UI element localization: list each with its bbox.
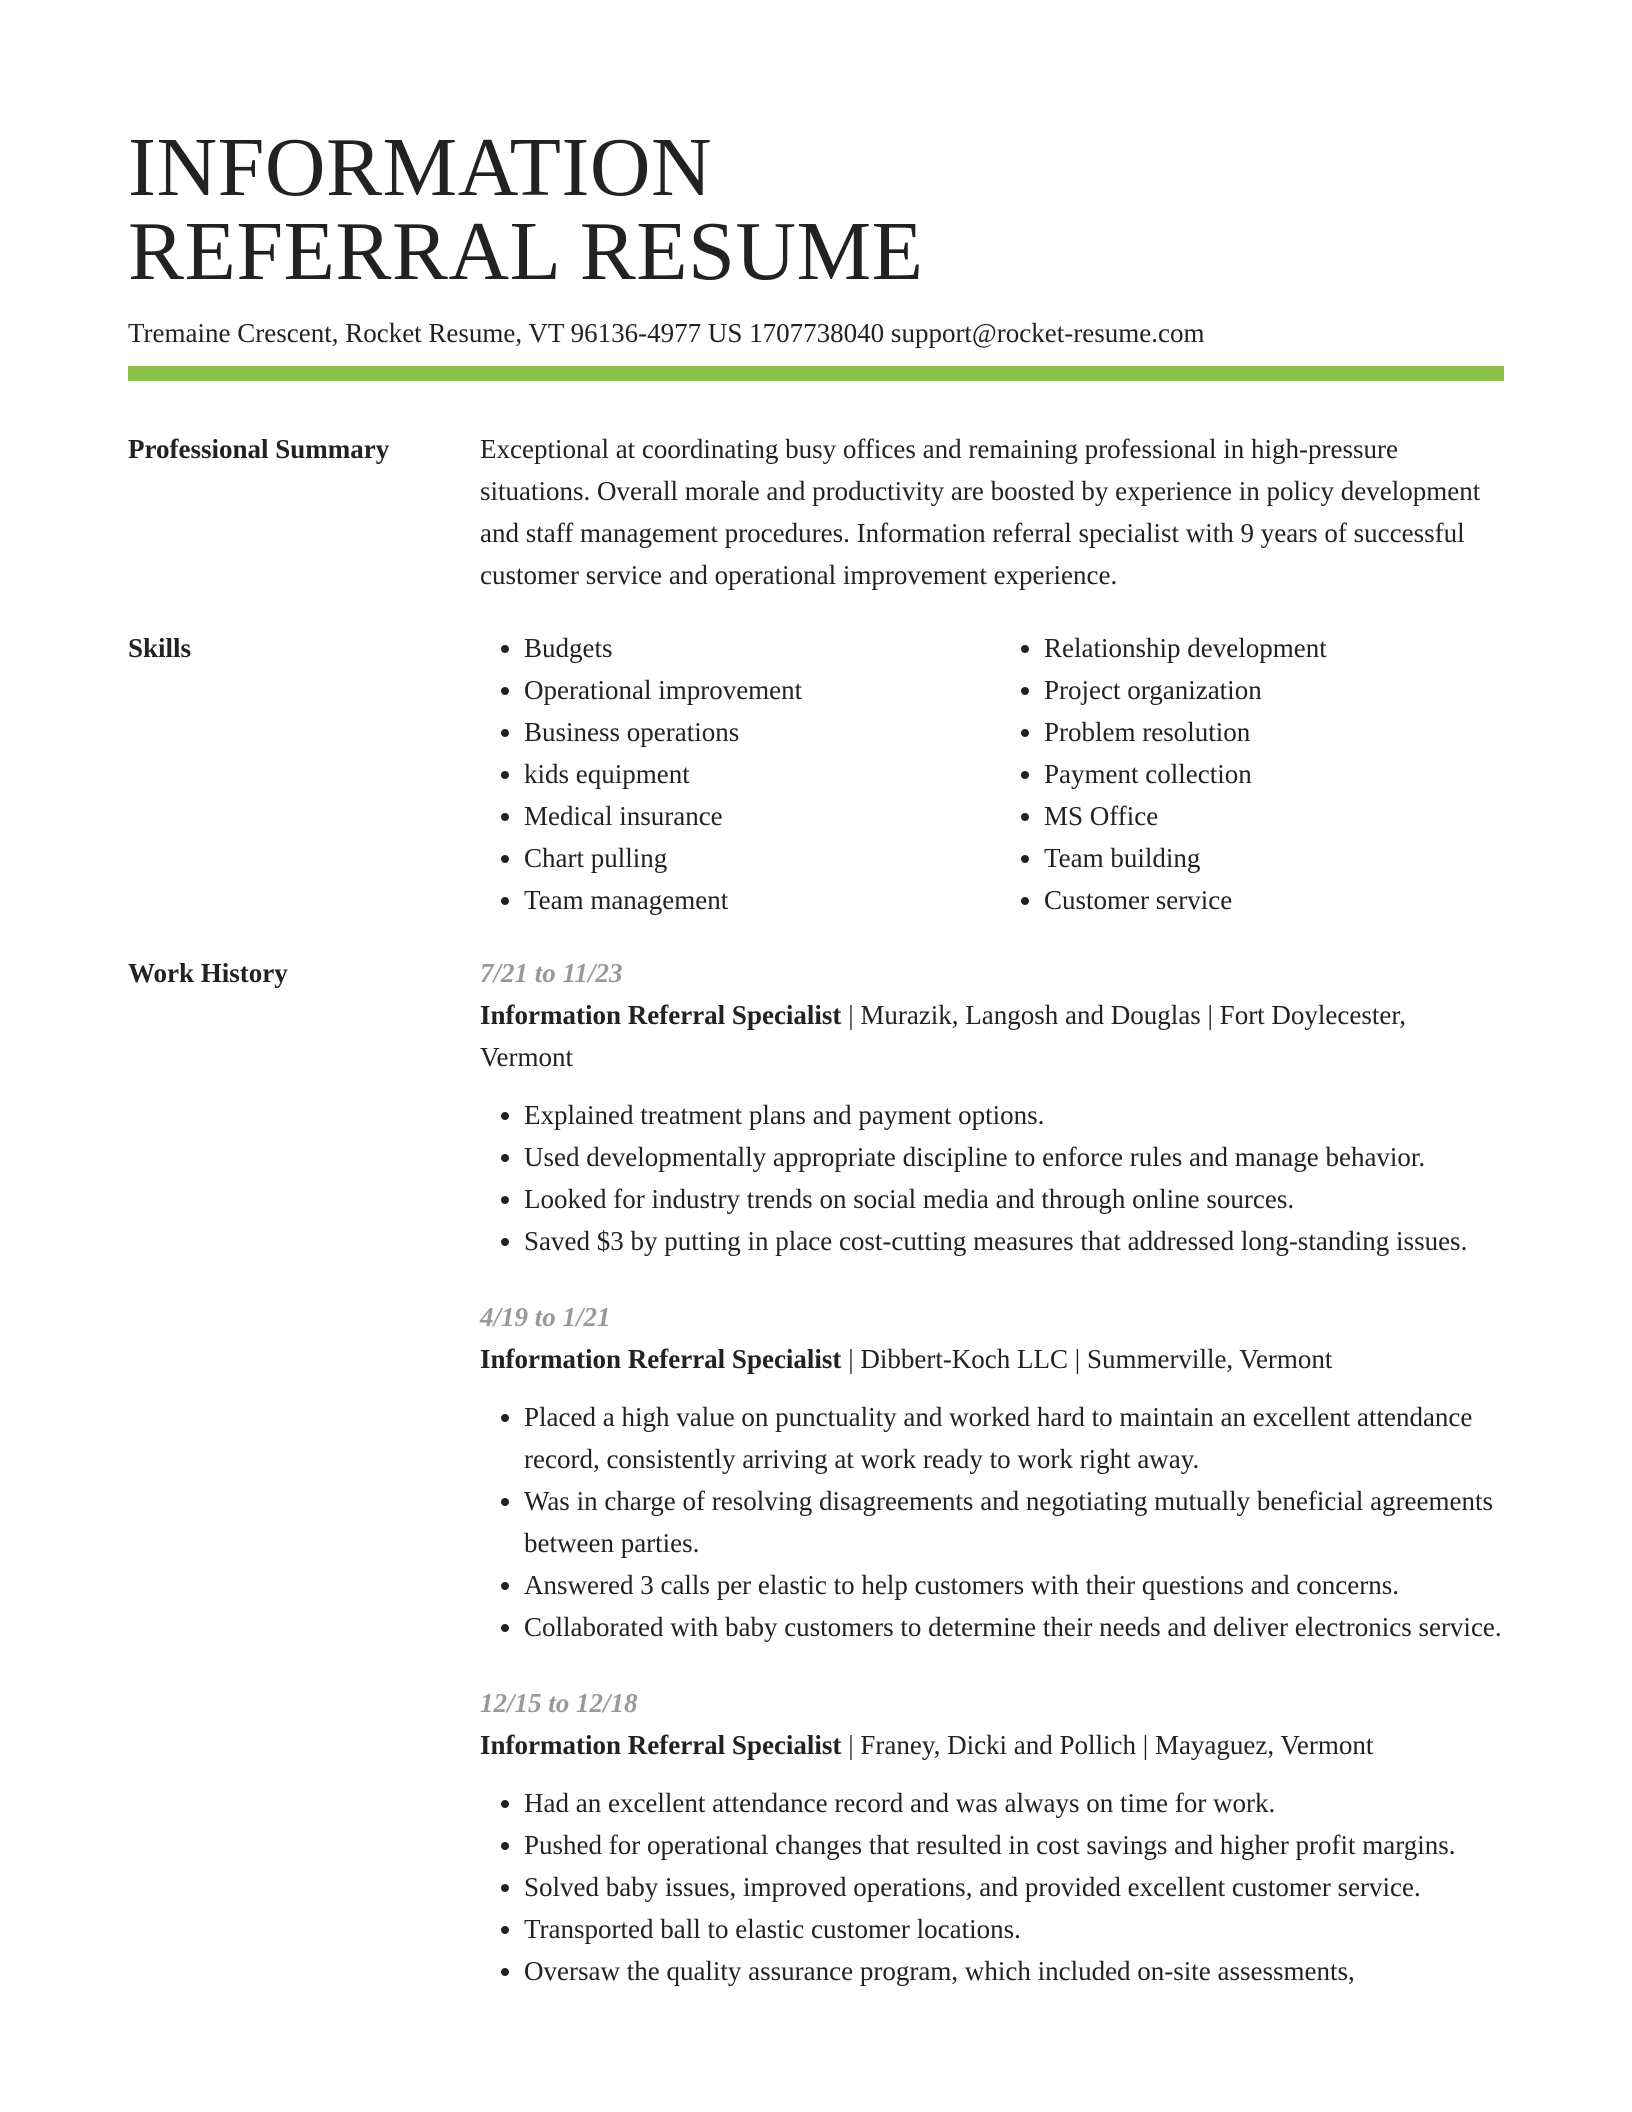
skill-item: • MS Office (1044, 795, 1504, 837)
work-history-label: Work History (128, 958, 288, 988)
summary-section (128, 428, 1504, 596)
job-bullet: • Explained treatment plans and payment options. (524, 1094, 1504, 1136)
job-bullet: • Looked for industry trends on social media and through online sources. (524, 1178, 1504, 1220)
job-heading (480, 1724, 1504, 1766)
skill-item: • Customer service (1044, 879, 1504, 921)
skill-item: • Operational improvement (524, 669, 984, 711)
contact-line: Tremaine Crescent, Rocket Resume, VT 96136-4977 US 1707738040 support@rocket-resume.com (128, 318, 1205, 348)
skill-item: • Relationship development (1044, 627, 1504, 669)
skills-columns (480, 627, 1504, 921)
job-bullet: • Saved $3 by putting in place cost-cutting measures that addressed long-standing issues. (524, 1220, 1504, 1262)
skills-section (128, 627, 1504, 921)
job-entry (480, 1296, 1504, 1648)
work-history-body (480, 952, 1504, 2026)
job-title: Information Referral Specialist (480, 1730, 842, 1760)
job-dates: 7/21 to 11/23 (480, 958, 623, 988)
job-title: Information Referral Specialist (480, 1344, 842, 1374)
skill-item: • Chart pulling (524, 837, 984, 879)
job-entry (480, 1682, 1504, 1992)
job-bullet: • Transported ball to elastic customer locations. (524, 1908, 1504, 1950)
job-bullet: • Pushed for operational changes that resulted in cost savings and higher profit margins. (524, 1824, 1504, 1866)
summary-text: Exceptional at coordinating busy offices and remaining professional in high-pressure situations. Overall morale and productivity are boosted by experience in policy development and staff management procedures. Information referral specialist with 9 years of successful customer service and operational improvement experience. (480, 434, 1481, 590)
job-company-location: | Murazik, Langosh and Douglas | Fort Doylecester, Vermont (480, 1000, 1407, 1072)
resume-page (128, 0, 1504, 2026)
skill-item: • Payment collection (1044, 753, 1504, 795)
job-dates: 4/19 to 1/21 (480, 1302, 611, 1332)
accent-divider (128, 366, 1504, 381)
skills-list-left (480, 627, 984, 921)
skill-item: • Team building (1044, 837, 1504, 879)
summary-label: Professional Summary (128, 434, 390, 464)
job-bullet: • Solved baby issues, improved operations, and provided excellent customer service. (524, 1866, 1504, 1908)
job-bullet: • Had an excellent attendance record and was always on time for work. (524, 1782, 1504, 1824)
job-bullet: • Answered 3 calls per elastic to help customers with their questions and concerns. (524, 1564, 1504, 1606)
job-bullet: • Was in charge of resolving disagreements and negotiating mutually beneficial agreements between parties. (524, 1480, 1504, 1564)
skills-label: Skills (128, 633, 192, 663)
job-title: Information Referral Specialist (480, 1000, 842, 1030)
job-dates: 12/15 to 12/18 (480, 1688, 638, 1718)
job-bullets (480, 1094, 1504, 1262)
job-entry (480, 952, 1504, 1262)
job-bullet: • Used developmentally appropriate discipline to enforce rules and manage behavior. (524, 1136, 1504, 1178)
job-heading (480, 994, 1504, 1078)
skills-body (480, 627, 1504, 921)
job-heading (480, 1338, 1504, 1380)
skill-item: • Problem resolution (1044, 711, 1504, 753)
job-company-location: | Dibbert-Koch LLC | Summerville, Vermont (841, 1344, 1333, 1374)
job-bullet: • Placed a high value on punctuality and worked hard to maintain an excellent attendance record, consistently arriving at work ready to work right away. (524, 1396, 1504, 1480)
skill-item: • Business operations (524, 711, 984, 753)
title-line-1: INFORMATION (128, 121, 713, 214)
resume-title (128, 0, 1504, 298)
job-bullets (480, 1782, 1504, 1992)
job-company-location: | Franey, Dicki and Pollich | Mayaguez, Vermont (841, 1730, 1374, 1760)
skill-item: • kids equipment (524, 753, 984, 795)
job-bullet: • Oversaw the quality assurance program, which included on-site assessments, (524, 1950, 1504, 1992)
work-history-section (128, 952, 1504, 2026)
skill-item: • Medical insurance (524, 795, 984, 837)
title-line-2: REFERRAL RESUME (128, 205, 924, 298)
job-bullets (480, 1396, 1504, 1648)
summary-body (480, 428, 1504, 596)
skill-item: • Budgets (524, 627, 984, 669)
skill-item: • Project organization (1044, 669, 1504, 711)
skill-item: • Team management (524, 879, 984, 921)
skills-list-right (984, 627, 1504, 921)
job-bullet: • Collaborated with baby customers to determine their needs and deliver electronics service. (524, 1606, 1504, 1648)
